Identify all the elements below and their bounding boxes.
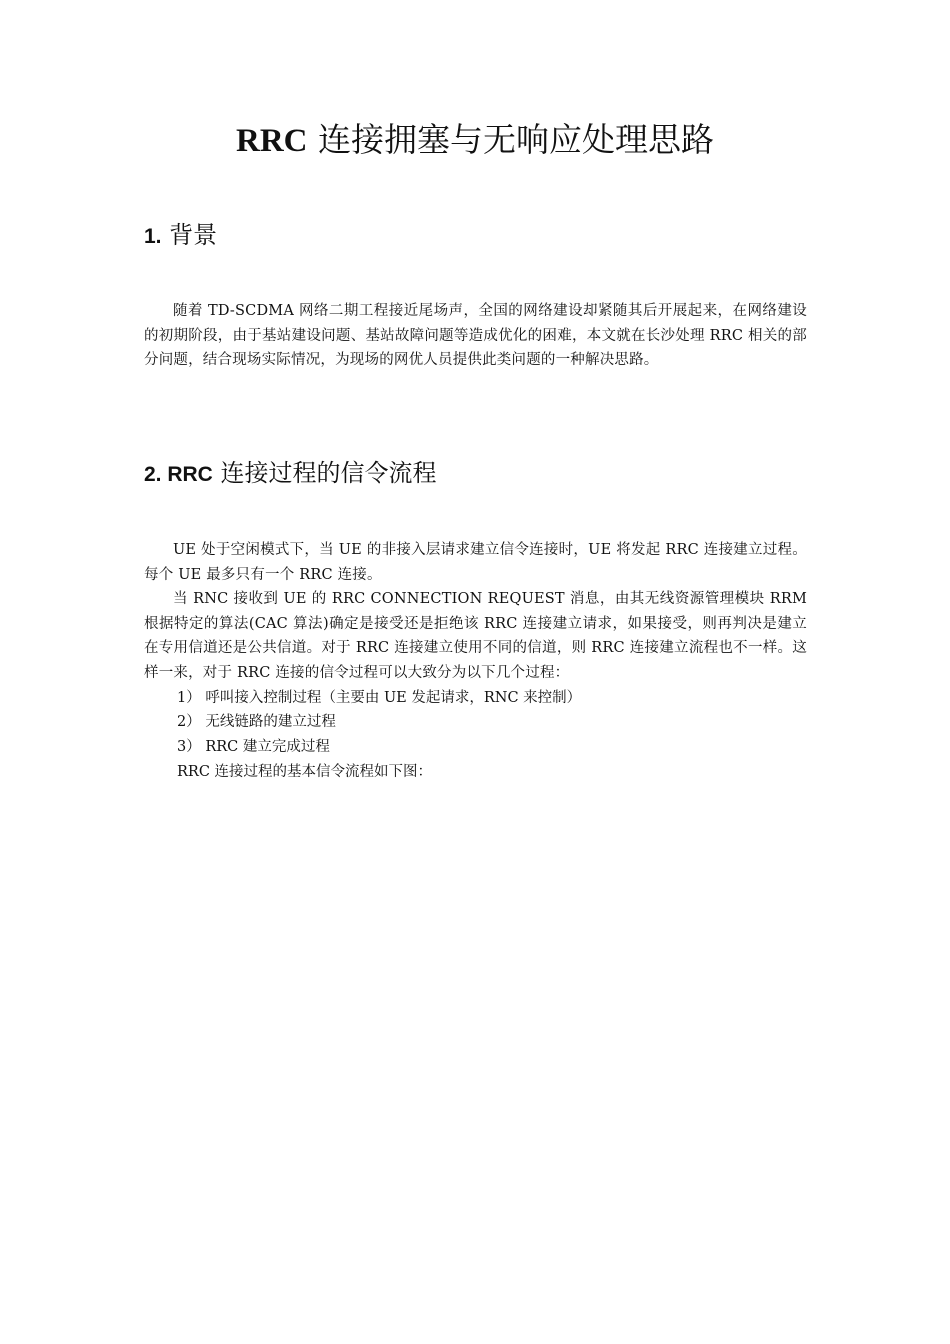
background-paragraph: 随着 TD-SCDMA 网络二期工程接近尾场声，全国的网络建设却紧随其后开展起来，在网络建设的初期阶段，由于基站建设问题、基站故障问题等造成优化的困难，本文就在长沙处理 RRC 相关的部分问题，结合现场实际情况，为现场的网优人员提供此类问题的一种解决思路。 xyxy=(144,303,807,369)
document-title xyxy=(0,118,950,163)
section-heading-background xyxy=(144,218,217,254)
section-heading-latin: RRC xyxy=(161,463,213,486)
section-heading-text: 背景 xyxy=(161,221,218,249)
document-title-latin: RRC xyxy=(236,123,308,159)
ue-idle-paragraph: UE 处于空闲模式下，当 UE 的非接入层请求建立信令连接时，UE 将发起 RRC 连接建立过程。每个 UE 最多只有一个 RRC 连接。 xyxy=(144,542,807,583)
section-heading-signaling xyxy=(144,456,437,492)
section-heading-text: 连接过程的信令流程 xyxy=(212,459,437,487)
list-item: 1） 呼叫接入控制过程（主要由 UE 发起请求，RNC 来控制） xyxy=(177,690,582,706)
section-number: 1. xyxy=(144,225,162,248)
closing-line: RRC 连接过程的基本信令流程如下图： xyxy=(177,764,433,780)
list-item: 3） RRC 建立完成过程 xyxy=(177,739,330,755)
list-item: 2） 无线链路的建立过程 xyxy=(177,714,336,730)
section-number: 2. xyxy=(144,463,162,486)
document-title-text: 连接拥塞与无响应处理思路 xyxy=(307,120,714,159)
rnc-request-paragraph: 当 RNC 接收到 UE 的 RRC CONNECTION REQUEST 消息，由其无线资源管理模块 RRM 根据特定的算法(CAC 算法)确定是接受还是拒绝该 RRC 连接建立请求，如果接受，则再判决是建立在专用信道还是公共信道。对于 RRC 连接建立使用不同的信道，则 RRC 连接建立流程也不一样。这样一来，对于 RRC 连接的信令过程可以大致分为以下几个过程： xyxy=(144,591,807,681)
